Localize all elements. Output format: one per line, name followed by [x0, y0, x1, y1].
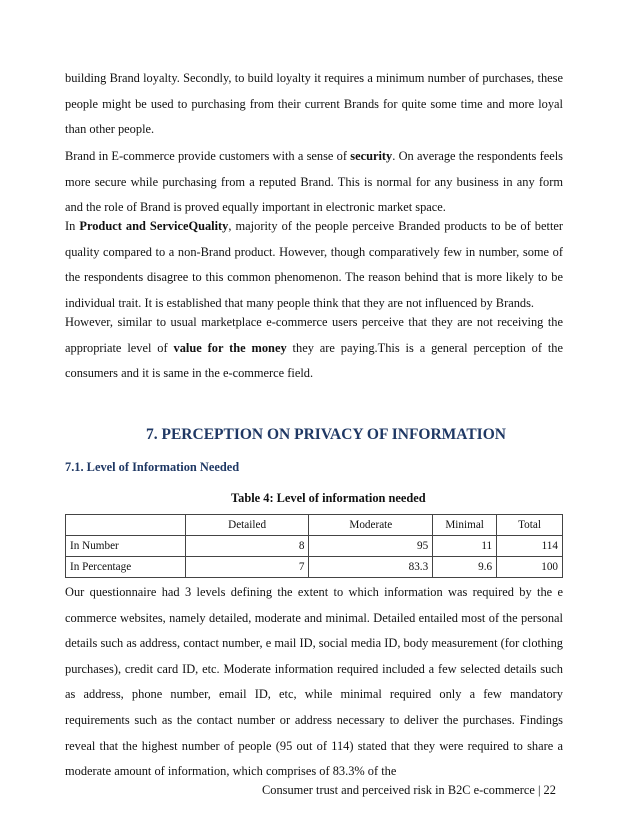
table-header-row — [66, 515, 563, 536]
paragraph-security — [65, 144, 563, 221]
table-header-cell: Minimal — [433, 515, 497, 536]
table-caption: Table 4: Level of information needed — [231, 491, 426, 505]
table-row — [66, 536, 563, 557]
paragraph-text: Our questionnaire had 3 levels defining the extent to which information was required by the e commerce websites, namely detailed, moderate and minimal. Detailed entailed most of the personal details such as address, contact number, e mail ID, social media ID, body measurement (for clothing purchases), credit card ID, etc. Moderate information required included a few selected details such as address, phone number, email ID, etc, while minimal required only a few mandatory requirements such as the contact number or address necessary to deliver the purchases. Findings reveal that the highest number of people (95 out of 114) stated that they were required to share a moderate amount of information, which comprises of 83.3% of the — [65, 585, 563, 779]
subsection-heading: 7.1. Level of Information Needed — [65, 460, 240, 474]
bold-term-value: value for the money — [173, 340, 287, 355]
table-cell: 95 — [309, 536, 433, 557]
bold-term-security: security — [350, 149, 393, 163]
paragraph-brand-loyalty — [65, 66, 563, 143]
paragraph-text: However, similar to usual marketplace e-commerce users perceive that they are not receiving the appropriate level of — [65, 315, 563, 355]
table-header-cell: Detailed — [185, 515, 309, 536]
table-cell: 8 — [185, 536, 309, 557]
page-footer: Consumer trust and perceived risk in B2C e-commerce | 22 — [262, 783, 556, 797]
table-cell: 100 — [497, 557, 563, 578]
information-level-table — [65, 514, 563, 578]
table-cell: 114 — [497, 536, 563, 557]
bold-term-quality: Product and ServiceQuality — [79, 219, 229, 233]
table-row-label: In Number — [66, 536, 186, 557]
paragraph-quality — [65, 214, 563, 316]
table-cell: 11 — [433, 536, 497, 557]
section-heading: 7. PERCEPTION ON PRIVACY OF INFORMATION — [146, 426, 506, 443]
table-header-cell: Moderate — [309, 515, 433, 536]
paragraph-text: . On average the respondents feels more secure while purchasing from a reputed Brand. This is normal for any business in any form and the role of Brand is proved equally important in electronic market space. — [65, 149, 563, 215]
paragraph-text: Brand in E-commerce provide customers with a sense of — [65, 149, 351, 163]
paragraph-text: , majority of the people perceive Branded products to be of better quality compared to a non-Brand product. However, though comparatively few in number, some of the respondents disagree to this common phenomenon. The reason behind that is more likely to be individual trait. It is established that many people think that they are not influenced by Brands. — [65, 219, 564, 310]
table-header-cell: Total — [497, 515, 563, 536]
table-row-label: In Percentage — [66, 557, 186, 578]
table-cell: 7 — [185, 557, 309, 578]
table-header-cell — [66, 515, 186, 536]
table-cell: 83.3 — [309, 557, 433, 578]
paragraph-text: they are paying.This is a general perception of the consumers and it is same in the e-commerce field. — [65, 340, 563, 381]
paragraph-value — [65, 310, 563, 387]
paragraph-text: building Brand loyalty. Secondly, to build loyalty it requires a minimum number of purchases, these people might be used to purchasing from their current Brands for quite some time and more loyal than other people. — [65, 71, 563, 137]
paragraph-text: In — [65, 219, 80, 233]
table-cell: 9.6 — [433, 557, 497, 578]
paragraph-questionnaire — [65, 580, 563, 785]
table-row — [66, 557, 563, 578]
